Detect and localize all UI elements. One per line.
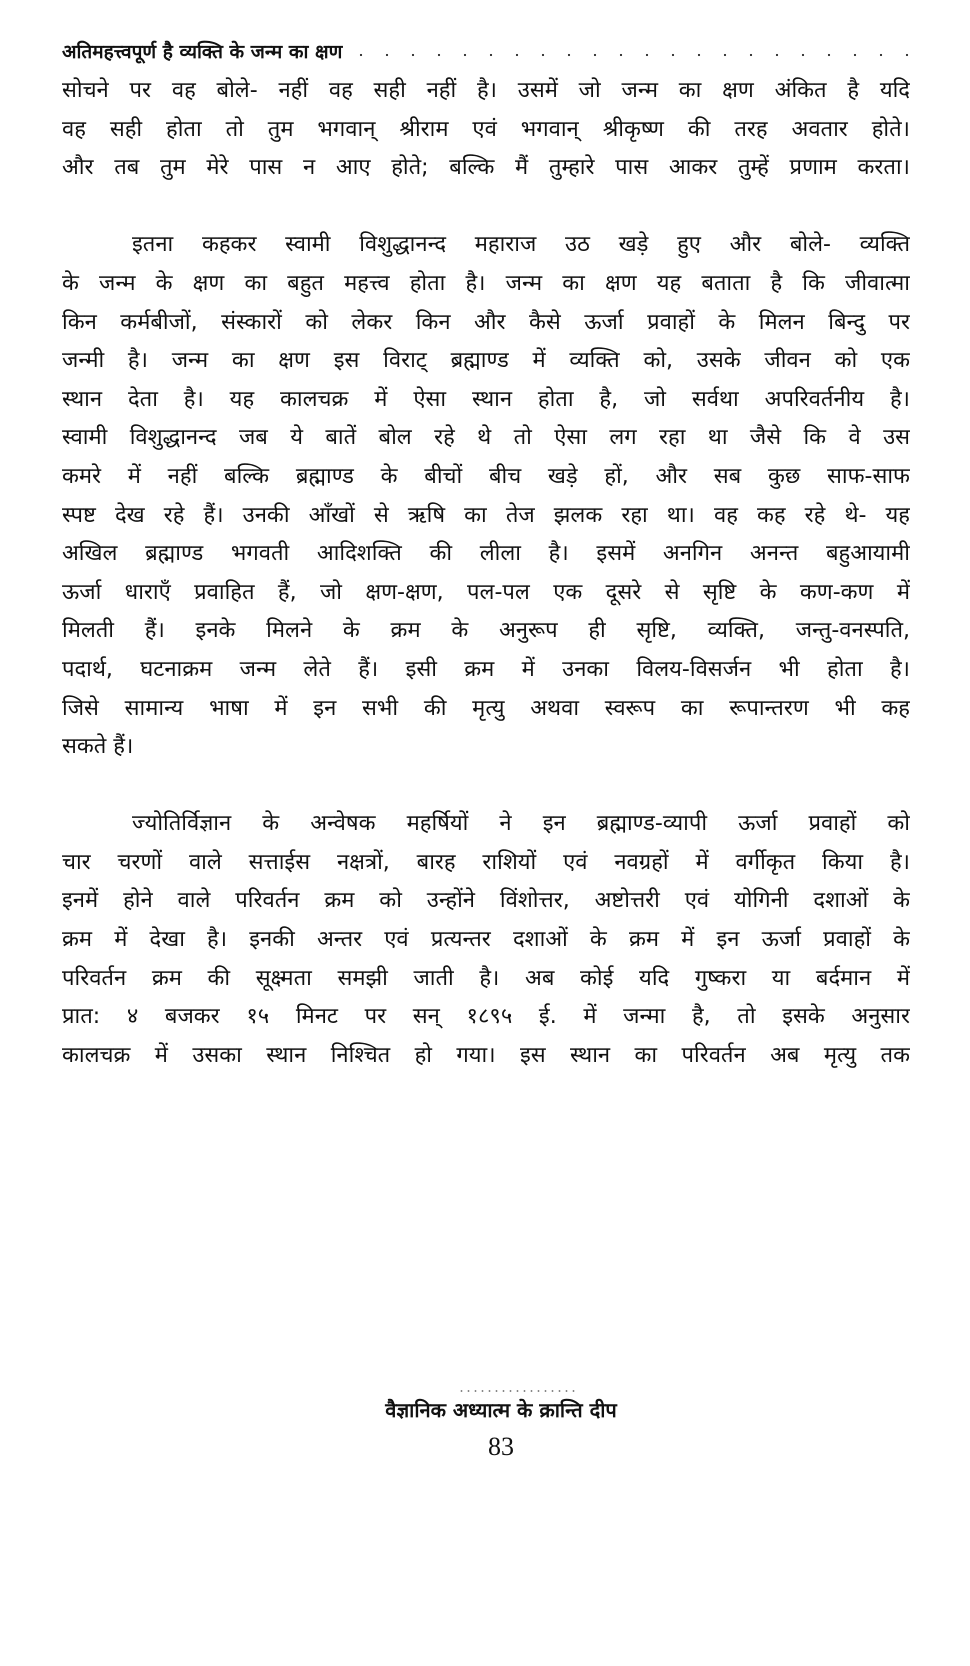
text-line: स्पष्ट देख रहे हैं। उनकी आँखों से ऋषि का तेज झलक रहा था। वह कह रहे थे- यह: [62, 502, 910, 528]
running-head-title: अतिमहत्त्वपूर्ण है व्यक्ति के जन्म का क्षण: [62, 41, 343, 63]
page-number: 83: [488, 1432, 514, 1461]
paragraph-1: [62, 72, 910, 188]
text-line: स्थान देता है। यह कालचक्र में ऐसा स्थान होता है, जो सर्वथा अपरिवर्तनीय है।: [62, 386, 910, 412]
text-line: अखिल ब्रह्माण्ड भगवती आदिशक्ति की लीला है। इसमें अनगिन अनन्त बहुआयामी: [62, 541, 910, 567]
text-line: ज्योतिर्विज्ञान के अन्वेषक महर्षियों ने इन ब्रह्माण्ड-व्यापी ऊर्जा प्रवाहों को: [132, 811, 910, 837]
paragraph-gap: [62, 767, 910, 806]
text-line: परिवर्तन क्रम की सूक्ष्मता समझी जाती है। अब कोई यदि गुष्करा या बर्दमान में: [62, 965, 910, 991]
text-line: के जन्म के क्षण का बहुत महत्त्व होता है। जन्म का क्षण यह बताता है कि जीवात्मा: [62, 270, 910, 296]
text-line: सकते हैं।: [62, 734, 134, 760]
running-head: [62, 34, 910, 64]
text-line: इतना कहकर स्वामी विशुद्धानन्द महाराज उठ खड़े हुए और बोले- व्यक्ति: [132, 232, 910, 258]
text-line: जन्मी है। जन्म का क्षण इस विराट् ब्रह्माण्ड में व्यक्ति को, उसके जीवन को एक: [62, 348, 910, 374]
text-line: वह सही होता तो तुम भगवान् श्रीराम एवं भगवान् श्रीकृष्ण की तरह अवतार होते।: [62, 116, 910, 142]
text-line: ऊर्जा धाराएँ प्रवाहित हैं, जो क्षण-क्षण, पल-पल एक दूसरे से सृष्टि के कण-कण में: [62, 579, 910, 605]
text-line: चार चरणों वाले सत्ताईस नक्षत्रों, बारह राशियों एवं नवग्रहों में वर्गीकृत किया है।: [62, 849, 910, 875]
paragraph-gap: [62, 188, 910, 227]
text-line: और तब तुम मेरे पास न आए होते; बल्कि मैं तुम्हारे पास आकर तुम्हें प्रणाम करता।: [62, 155, 910, 181]
text-line: पदार्थ, घटनाक्रम जन्म लेते हैं। इसी क्रम में उनका विलय-विसर्जन भी होता है।: [62, 656, 910, 682]
text-line: कालचक्र में उसका स्थान निश्चित हो गया। इस स्थान का परिवर्तन अब मृत्यु तक: [62, 1042, 910, 1068]
text-line: मिलती हैं। इनके मिलने के क्रम के अनुरूप ही सृष्टि, व्यक्ति, जन्तु-वनस्पति,: [62, 618, 910, 644]
paragraph-3: [62, 805, 910, 1075]
text-line: प्रात: ४ बजकर १५ मिनट पर सन् १८९५ ई. में जन्मा है, तो इसके अनुसार: [62, 1004, 910, 1030]
leader-dots: [348, 53, 910, 57]
text-line: कमरे में नहीं बल्कि ब्रह्माण्ड के बीचों बीच खड़े हों, और सब कुछ साफ-साफ: [62, 463, 910, 489]
text-line: जिसे सामान्य भाषा में इन सभी की मृत्यु अथवा स्वरूप का रूपान्तरण भी कह: [62, 695, 910, 721]
footer-book-title: वैज्ञानिक अध्यात्म के क्रान्ति दीप: [385, 1398, 617, 1422]
text-line: किन कर्मबीजों, संस्कारों को लेकर किन और कैसे ऊर्जा प्रवाहों के मिलन बिन्दु पर: [62, 309, 910, 335]
body-text: [62, 72, 910, 1075]
text-line: इनमें होने वाले परिवर्तन क्रम को उन्होंने विंशोत्तर, अष्टोत्तरी एवं योगिनी दशाओं के: [62, 888, 910, 914]
footer-ornament-dots: [458, 1389, 578, 1393]
paragraph-2: [62, 226, 910, 766]
text-line: सोचने पर वह बोले- नहीं वह सही नहीं है। उसमें जो जन्म का क्षण अंकित है यदि: [62, 78, 910, 103]
text-line: क्रम में देखा है। इनकी अन्तर एवं प्रत्यन्तर दशाओं के क्रम में इन ऊर्जा प्रवाहों के: [62, 927, 910, 953]
text-line: स्वामी विशुद्धानन्द जब ये बातें बोल रहे थे तो ऐसा लग रहा था जैसे कि वे उस: [62, 425, 910, 451]
